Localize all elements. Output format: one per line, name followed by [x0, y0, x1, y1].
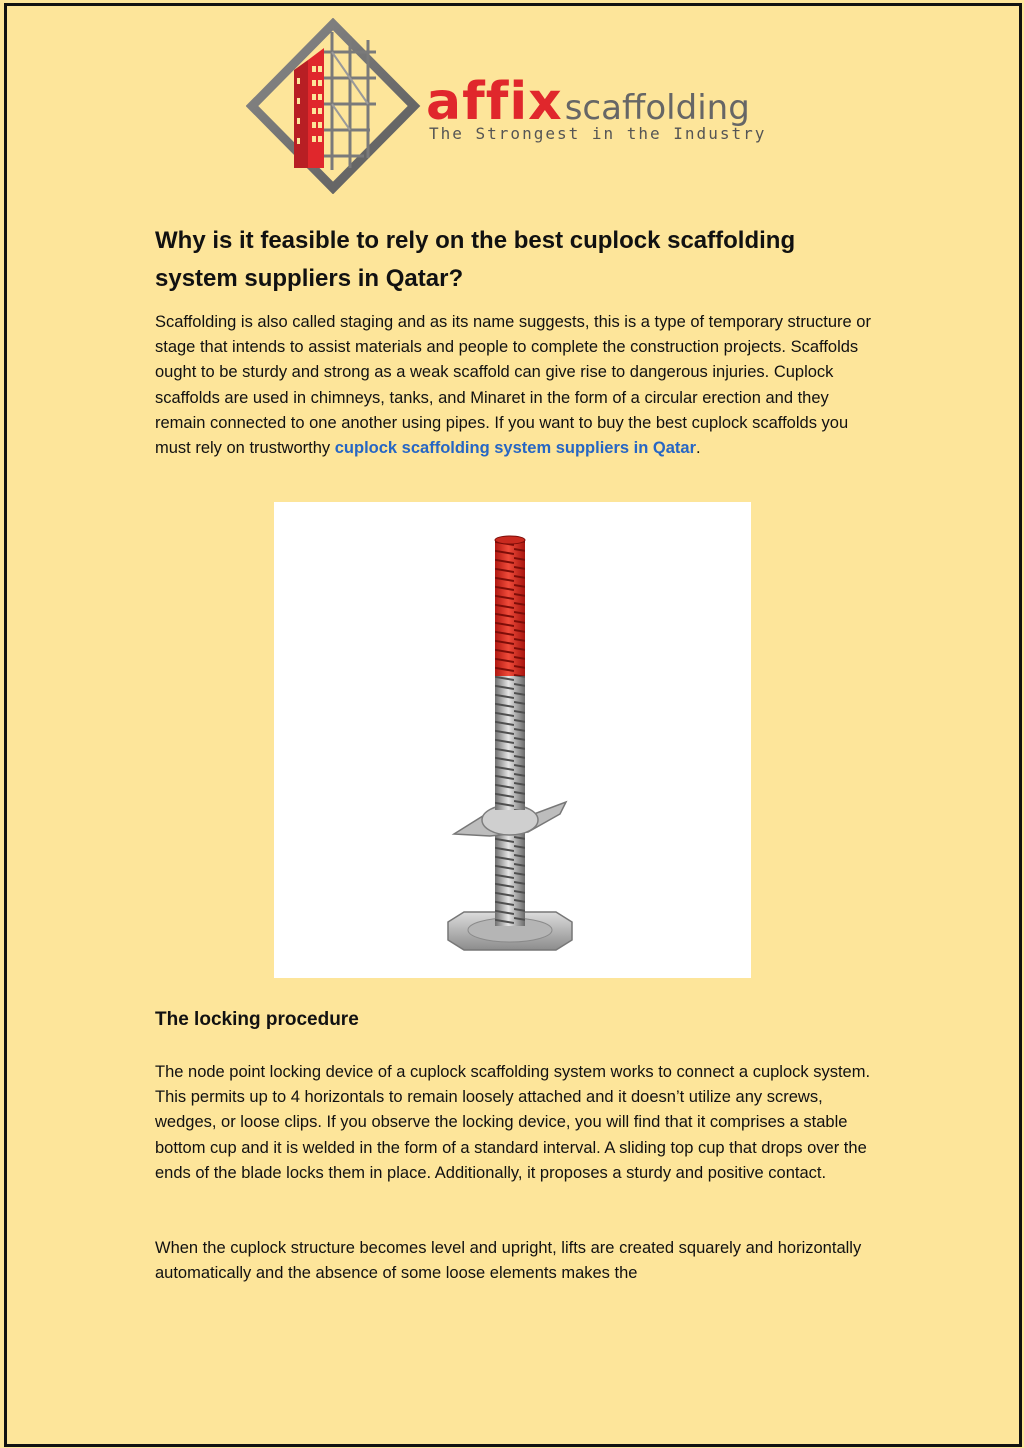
section-heading: The locking procedure — [155, 1009, 359, 1030]
product-image — [274, 502, 751, 978]
logo-wordmark — [426, 72, 750, 132]
logo-tagline: The Strongest in the Industry — [429, 124, 767, 143]
article-intro — [155, 222, 875, 461]
logo-mark-icon — [246, 18, 421, 194]
structure-paragraph: When the cuplock structure becomes level and upright, lifts are created squarely and horizontally automatically and the absence of some loose elements makes the — [155, 1239, 862, 1283]
locking-paragraph: The node point locking device of a cuplock scaffolding system works to connect a cuplock system. This permits up to 4 horizontals to remain loosely attached and it doesn’t utilize any screws, wedges, or loose clips. If you observe the locking device, you will find that it comprises a stable bottom cup and it is welded in the form of a standard interval. A sliding top cup that drops over the ends of the blade locks them in place. Additionally, it proposes a sturdy and positive contact. — [155, 1063, 871, 1182]
logo-brand-bold: affix — [426, 72, 563, 132]
screw-jack-base-plate-icon — [274, 502, 751, 978]
logo-brand-light: scaffolding — [564, 88, 750, 128]
suppliers-link[interactable]: cuplock scaffolding system suppliers in Qatar — [334, 439, 697, 458]
intro-end: . — [696, 439, 701, 458]
article-title: Why is it feasible to rely on the best cuplock scaffolding system suppliers in Qatar? — [155, 227, 796, 292]
company-logo — [246, 18, 776, 194]
intro-paragraph — [155, 310, 875, 461]
intro-text: Scaffolding is also called staging and as its name suggests, this is a type of temporary structure or stage that intends to assist materials and people to complete the construction projects. Scaffolds ought to be sturdy and strong as a weak scaffold can give rise to dangerous injuries. Cuplock scaffolds are used in chimneys, tanks, and Minaret in the form of a circular erection and they remain connected to one another using pipes. If you want to buy the best cuplock scaffolds you must rely on trustworthy — [155, 313, 871, 458]
